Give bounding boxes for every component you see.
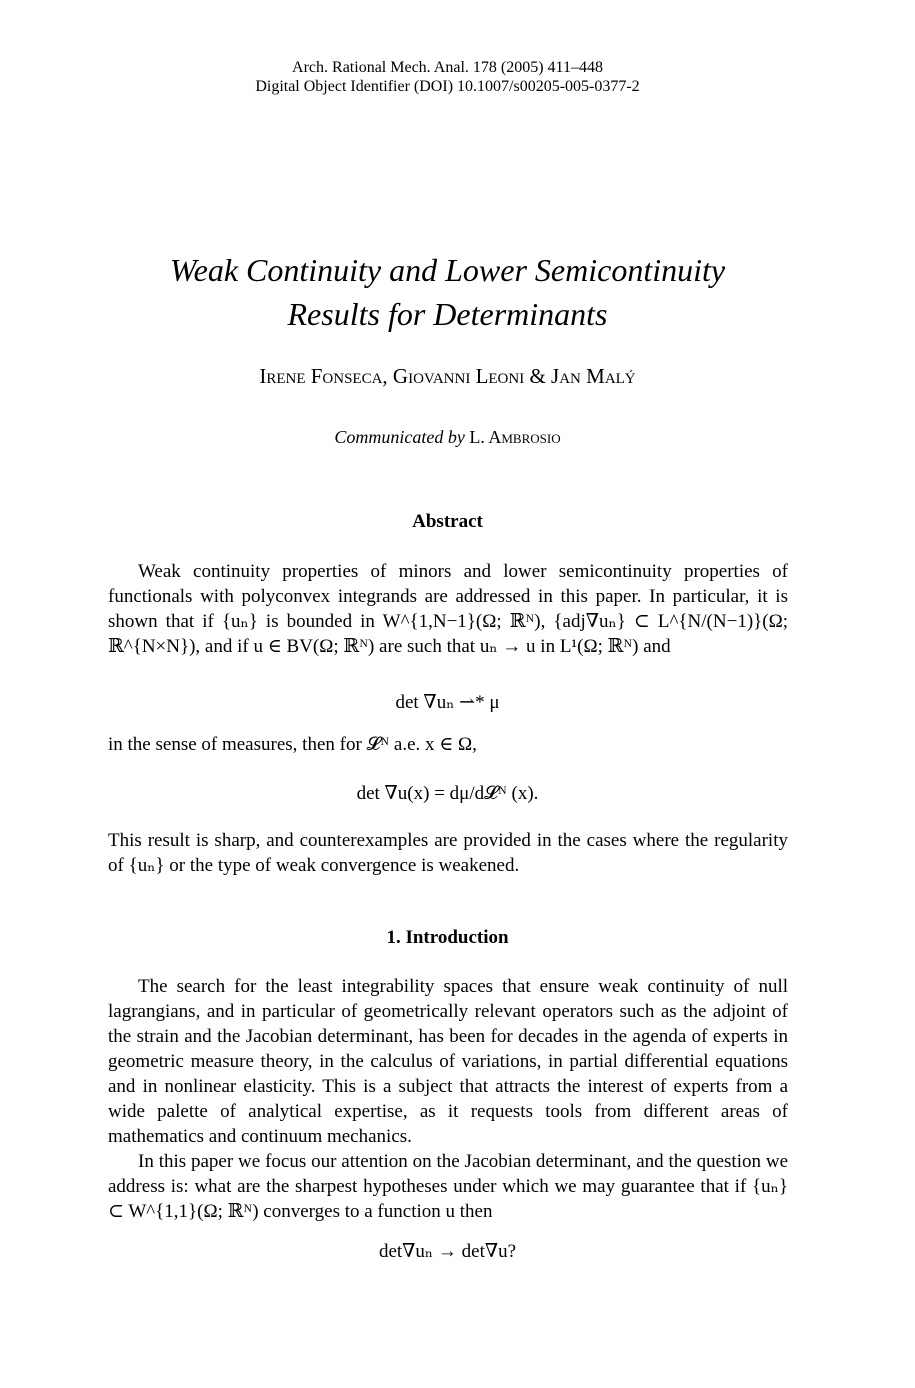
abstract-paragraph-3: This result is sharp, and counterexamples are provided in the cases where the regularity of {uₙ} or the type of weak convergence is weakened. xyxy=(108,830,788,876)
communicated-by xyxy=(0,427,895,448)
authors: Irene Fonseca, Giovanni Leoni & Jan Malý xyxy=(259,364,636,388)
equation-radon-nikodym: det ∇u(x) = dμ/d𝓛ᴺ (x). xyxy=(356,783,539,804)
abstract-paragraph-2: in the sense of measures, then for 𝓛ᴺ a.e. x ∈ Ω, xyxy=(108,734,477,755)
introduction-paragraph-1: The search for the least integrability spaces that ensure weak continuity of null lagrangians, and in particular of geometrically relevant operators such as the adjoint of the strain and the Jacobian determinant, has been for decades in the agenda of experts in geometric measure theory, in the calculus of variations, in partial differential equations and in nonlinear elasticity. This is a subject that attracts the interest of experts from a wide palette of analytical expertise, as it requests tools from different areas of mathematics and continuum mechanics. xyxy=(108,976,788,1147)
communicated-prefix: Communicated by xyxy=(334,427,465,447)
abstract-heading: Abstract xyxy=(412,511,483,532)
journal-line: Arch. Rational Mech. Anal. 178 (2005) 411–448 xyxy=(292,59,603,76)
communicating-editor: L. Ambrosio xyxy=(469,427,561,447)
introduction-paragraph-2: In this paper we focus our attention on the Jacobian determinant, and the question we address is: what are the sharpest hypotheses under which we may guarantee that if {uₙ} ⊂ W^{1,1}(Ω; ℝᴺ) converges to a function u then xyxy=(108,1151,788,1222)
paper-title xyxy=(0,248,895,336)
doi-line: Digital Object Identifier (DOI) 10.1007/s00205-005-0377-2 xyxy=(255,78,640,95)
introduction-heading: 1. Introduction xyxy=(386,927,509,948)
journal-citation xyxy=(0,58,895,96)
abstract-paragraph-1: Weak continuity properties of minors and lower semicontinuity properties of functionals with polyconvex integrands are addressed in this paper. In particular, it is shown that if {uₙ} is bounded in W^{1,N−1}(Ω; ℝᴺ), {adj∇uₙ} ⊂ L^{N/(N−1)}(Ω; ℝ^{N×N}), and if u ∈ BV(Ω; ℝᴺ) are such that uₙ → u in L¹(Ω; ℝᴺ) and xyxy=(108,561,788,657)
equation-question: det∇uₙ → det∇u? xyxy=(378,1241,517,1262)
title-line-2: Results for Determinants xyxy=(287,296,608,332)
equation-weak-convergence: det ∇uₙ ⇀* μ xyxy=(395,692,500,713)
title-line-1: Weak Continuity and Lower Semicontinuity xyxy=(169,252,726,288)
